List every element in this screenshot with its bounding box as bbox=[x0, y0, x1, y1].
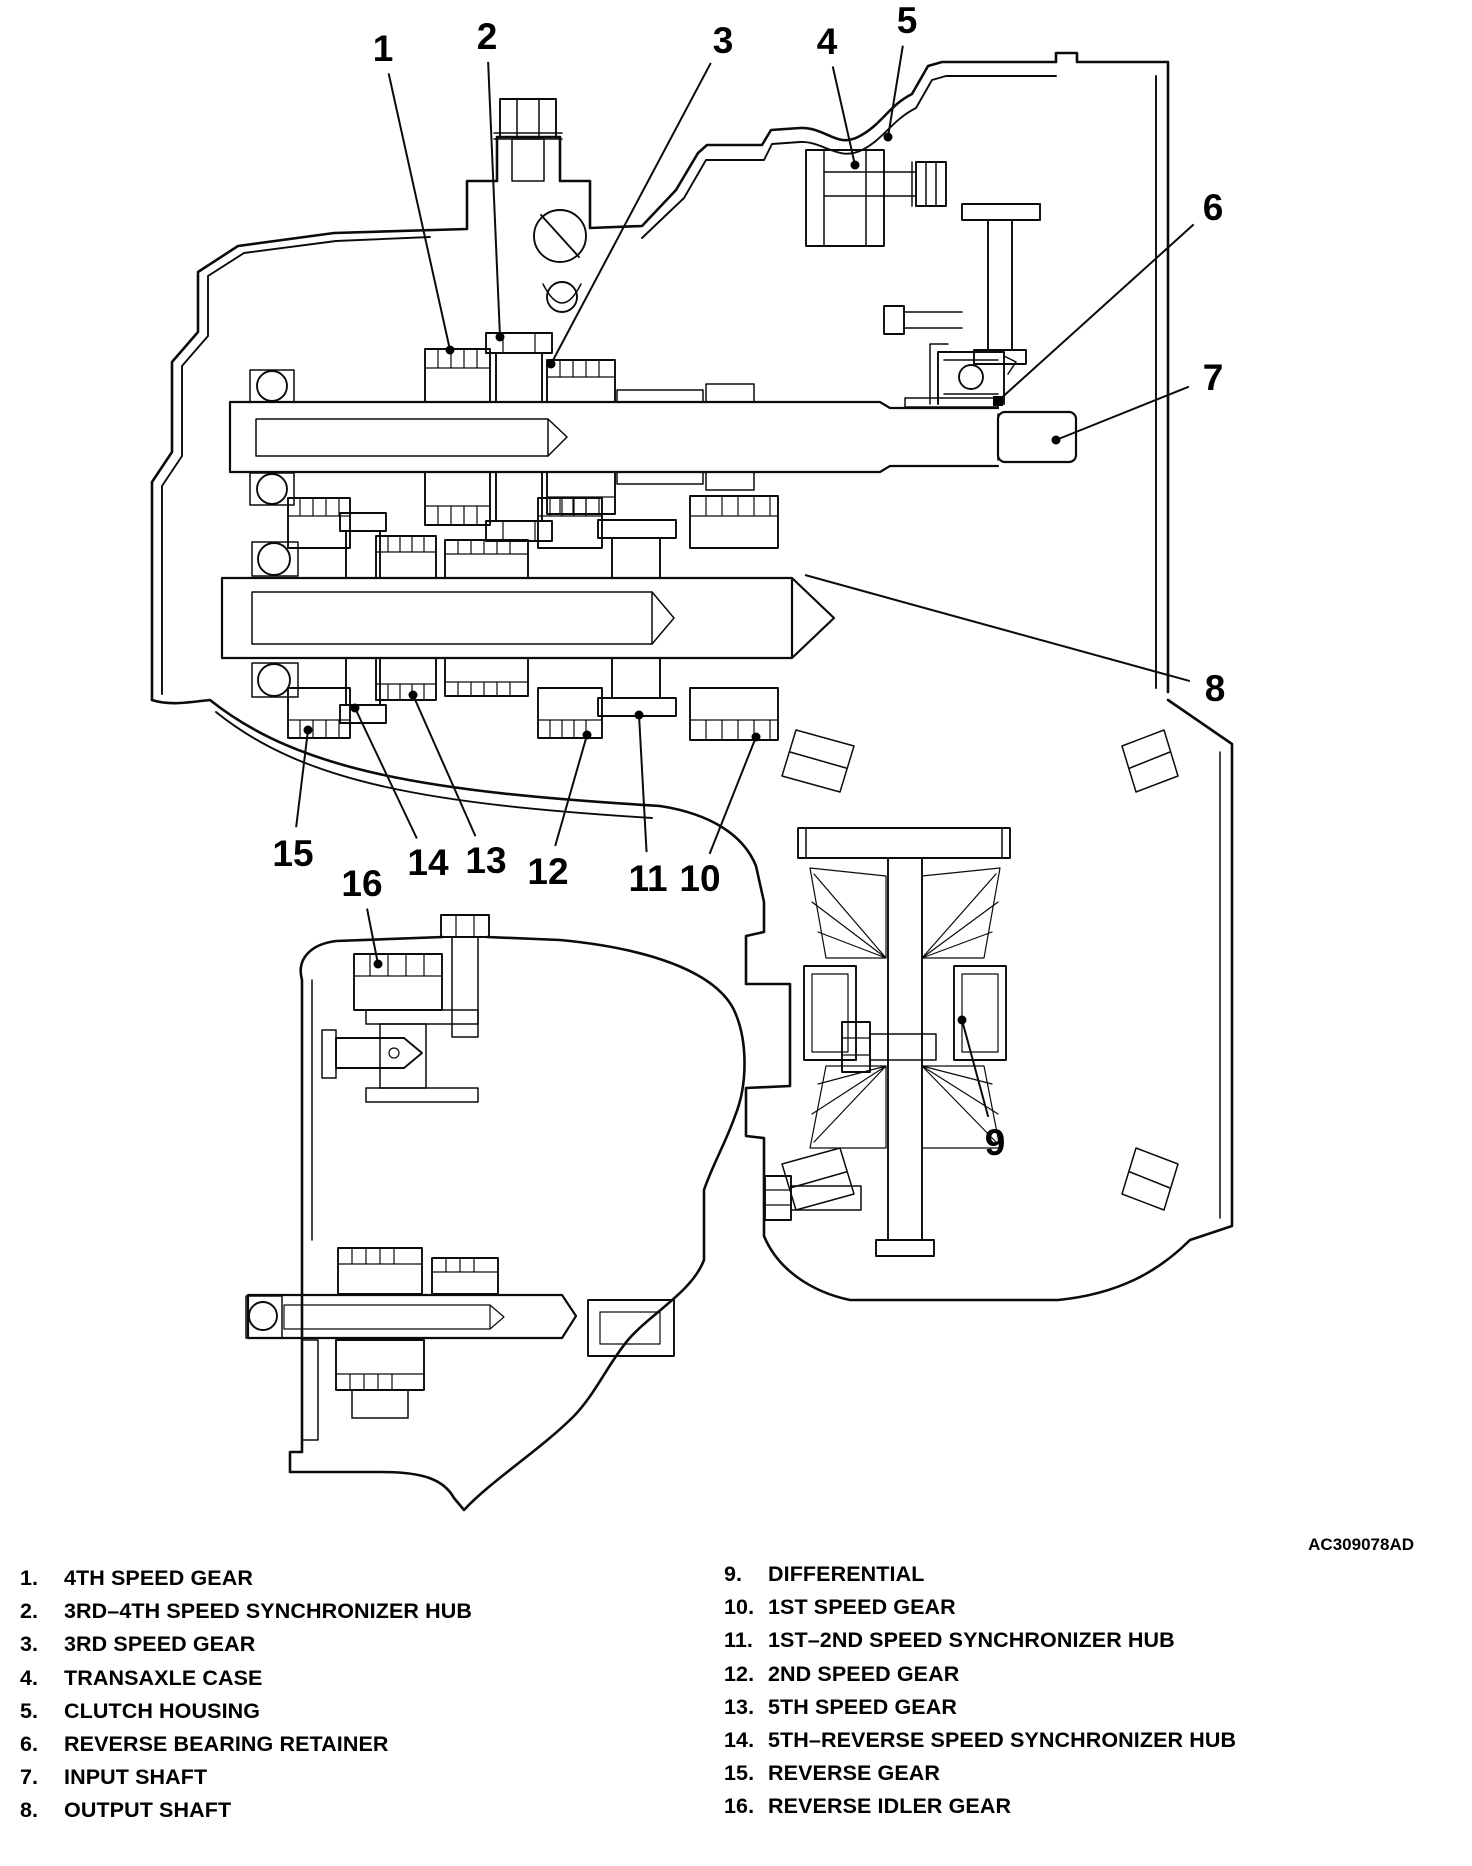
callout-1: 1 bbox=[372, 28, 394, 69]
callout-9: 9 bbox=[984, 1122, 1006, 1163]
legend-item-number: 7. bbox=[20, 1765, 39, 1790]
legend-item-8 bbox=[20, 1798, 680, 1831]
legend-column-right bbox=[724, 1562, 1464, 1828]
legend-item-label: 5TH–REVERSE SPEED SYNCHRONIZER HUB bbox=[768, 1727, 1237, 1752]
legend-item-label: DIFFERENTIAL bbox=[768, 1562, 925, 1586]
legend-item-label: 4TH SPEED GEAR bbox=[64, 1566, 253, 1590]
legend-column-left bbox=[20, 1566, 680, 1832]
callout-10: 10 bbox=[679, 858, 721, 899]
callout-15: 15 bbox=[272, 833, 314, 874]
legend-item-label: REVERSE GEAR bbox=[768, 1761, 941, 1786]
legend-item-number: 15. bbox=[724, 1761, 755, 1786]
legend-item-label: OUTPUT SHAFT bbox=[64, 1798, 232, 1823]
callout-7: 7 bbox=[1202, 357, 1224, 398]
legend-item-label: 3RD–4TH SPEED SYNCHRONIZER HUB bbox=[64, 1599, 472, 1624]
callout-16: 16 bbox=[341, 863, 383, 904]
callout-11: 11 bbox=[628, 858, 668, 899]
legend-item-number: 12. bbox=[724, 1661, 755, 1686]
legend-item-number: 6. bbox=[20, 1731, 39, 1756]
legend-item-13 bbox=[724, 1695, 1464, 1728]
legend-item-6 bbox=[20, 1732, 680, 1765]
legend-item-label: CLUTCH HOUSING bbox=[64, 1698, 261, 1723]
legend-item-label: 1ST SPEED GEAR bbox=[768, 1595, 956, 1620]
legend-item-label: 1ST–2ND SPEED SYNCHRONIZER HUB bbox=[768, 1628, 1175, 1653]
legend-item-number: 10. bbox=[724, 1595, 755, 1620]
legend-item-number: 2. bbox=[20, 1599, 39, 1624]
legend-item-15 bbox=[724, 1761, 1464, 1794]
figure-code: AC309078AD bbox=[1308, 1535, 1414, 1554]
legend-item-label: 5TH SPEED GEAR bbox=[768, 1694, 957, 1719]
callout-14: 14 bbox=[407, 842, 449, 883]
legend-item-number: 13. bbox=[724, 1694, 755, 1719]
legend-item-number: 14. bbox=[724, 1727, 755, 1752]
legend-item-11 bbox=[724, 1628, 1464, 1661]
legend-item-7 bbox=[20, 1765, 680, 1798]
legend-item-2 bbox=[20, 1599, 680, 1632]
legend-item-label: REVERSE BEARING RETAINER bbox=[64, 1731, 389, 1756]
legend-item-number: 5. bbox=[20, 1698, 39, 1723]
legend-item-16 bbox=[724, 1794, 1464, 1827]
callout-13: 13 bbox=[465, 840, 507, 881]
callout-6: 6 bbox=[1202, 187, 1224, 228]
legend-item-label: 3RD SPEED GEAR bbox=[64, 1632, 256, 1657]
callout-5: 5 bbox=[896, 0, 918, 41]
callout-3: 3 bbox=[712, 20, 734, 61]
callout-8: 8 bbox=[1204, 668, 1226, 709]
legend-item-label: TRANSAXLE CASE bbox=[64, 1665, 263, 1690]
callout-12: 12 bbox=[527, 851, 569, 892]
legend-item-label: 2ND SPEED GEAR bbox=[768, 1661, 960, 1686]
legend-item-10 bbox=[724, 1595, 1464, 1628]
legend-item-5 bbox=[20, 1699, 680, 1732]
legend-item-number: 1. bbox=[20, 1566, 39, 1590]
legend-item-number: 9. bbox=[724, 1562, 743, 1586]
legend-item-number: 16. bbox=[724, 1794, 755, 1819]
callout-2: 2 bbox=[476, 16, 498, 57]
legend-item-12 bbox=[724, 1662, 1464, 1695]
legend-item-14 bbox=[724, 1728, 1464, 1761]
legend-item-number: 8. bbox=[20, 1798, 39, 1823]
legend-item-number: 4. bbox=[20, 1665, 39, 1690]
legend-item-number: 11. bbox=[724, 1628, 754, 1653]
legend-item-3 bbox=[20, 1632, 680, 1665]
legend-item-label: INPUT SHAFT bbox=[64, 1765, 208, 1790]
legend-item-number: 3. bbox=[20, 1632, 39, 1657]
legend-item-9 bbox=[724, 1562, 1464, 1595]
legend-item-4 bbox=[20, 1666, 680, 1699]
legend-item-1 bbox=[20, 1566, 680, 1599]
callout-4: 4 bbox=[816, 21, 838, 62]
legend-item-label: REVERSE IDLER GEAR bbox=[768, 1794, 1012, 1819]
